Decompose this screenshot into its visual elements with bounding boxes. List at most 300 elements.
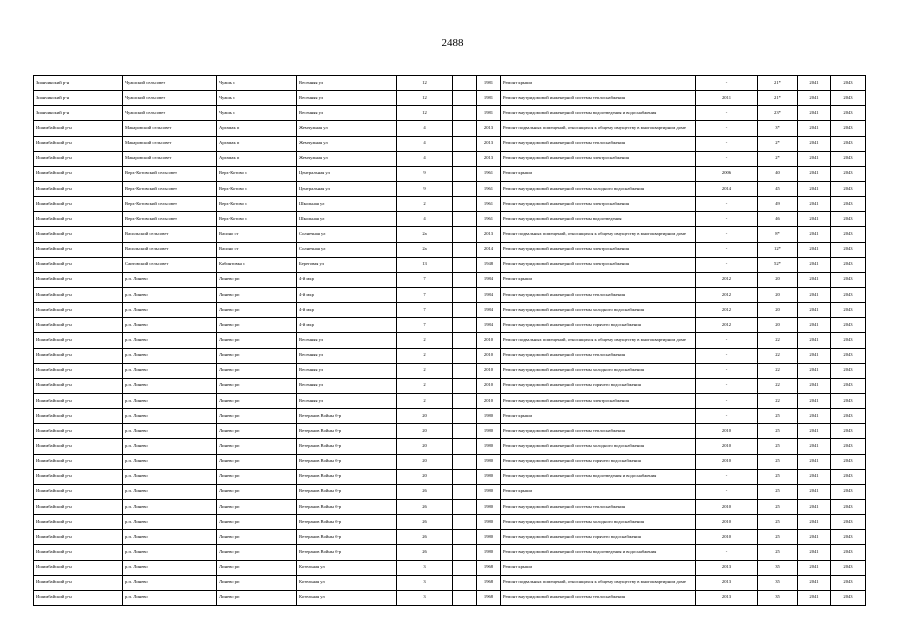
- cell-house: 2: [397, 378, 453, 393]
- cell-house: 7: [397, 303, 453, 318]
- cell-plan-start: 2041: [798, 409, 831, 424]
- cell-settlement: Чуашь с: [217, 91, 297, 106]
- cell-house: 2: [397, 393, 453, 408]
- table-row: [34, 121, 866, 136]
- cell-work-type: Ремонт крыши: [501, 76, 696, 91]
- cell-district: Ишимбайский р-н: [34, 484, 123, 499]
- cell-building: [453, 590, 477, 605]
- cell-municipality: р.п. Линево: [123, 393, 217, 408]
- cell-municipality: Верх-Котовский сельсовет: [123, 212, 217, 227]
- cell-settlement: Васино ст: [217, 242, 297, 257]
- cell-settlement: Аргамак п: [217, 136, 297, 151]
- cell-built-year: 2010: [477, 378, 501, 393]
- cell-district: Ишимбайский р-н: [34, 272, 123, 287]
- cell-built-year: 1968: [477, 575, 501, 590]
- cell-house: 4: [397, 136, 453, 151]
- cell-work-type: Ремонт внутридомовой инженерной системы теплоснабжения: [501, 590, 696, 605]
- cell-municipality: Макаровский сельсовет: [123, 121, 217, 136]
- cell-street: Школьная ул: [297, 197, 397, 212]
- cell-settlement: Линево рп: [217, 393, 297, 408]
- cell-building: [453, 333, 477, 348]
- cell-house: 2: [397, 197, 453, 212]
- cell-street: Котельная ул: [297, 560, 397, 575]
- cell-work-type: Ремонт внутридомовой инженерной системы холодного водоснабжения: [501, 303, 696, 318]
- cell-wear: 23*: [758, 106, 798, 121]
- cell-house: 12: [397, 106, 453, 121]
- cell-last-repair-year: -: [696, 76, 758, 91]
- table-row: [34, 363, 866, 378]
- cell-plan-start: 2041: [798, 303, 831, 318]
- cell-municipality: р.п. Линево: [123, 409, 217, 424]
- cell-settlement: Васино ст: [217, 227, 297, 242]
- cell-wear: 20: [758, 272, 798, 287]
- table-row: [34, 590, 866, 605]
- cell-street: Весенняя ул: [297, 76, 397, 91]
- cell-municipality: Верх-Котовский сельсовет: [123, 166, 217, 181]
- cell-plan-end: 2043: [831, 378, 866, 393]
- table-row: [34, 212, 866, 227]
- cell-plan-start: 2041: [798, 212, 831, 227]
- cell-work-type: Ремонт внутридомовой инженерной системы электроснабжения: [501, 242, 696, 257]
- cell-plan-start: 2041: [798, 469, 831, 484]
- cell-plan-end: 2043: [831, 363, 866, 378]
- cell-street: 4-й мкр: [297, 287, 397, 302]
- cell-settlement: Аргамак п: [217, 151, 297, 166]
- cell-building: [453, 242, 477, 257]
- cell-building: [453, 515, 477, 530]
- cell-plan-end: 2043: [831, 121, 866, 136]
- cell-settlement: Линево рп: [217, 287, 297, 302]
- cell-last-repair-year: -: [696, 409, 758, 424]
- cell-district: Ишимбайский р-н: [34, 560, 123, 575]
- cell-last-repair-year: -: [696, 242, 758, 257]
- cell-last-repair-year: 2010: [696, 454, 758, 469]
- cell-plan-start: 2041: [798, 136, 831, 151]
- cell-house: 9: [397, 181, 453, 196]
- cell-building: [453, 409, 477, 424]
- cell-wear: 35: [758, 560, 798, 575]
- cell-built-year: 1980: [477, 545, 501, 560]
- cell-last-repair-year: -: [696, 227, 758, 242]
- cell-built-year: 1981: [477, 91, 501, 106]
- cell-district: Зианчинский р-н: [34, 106, 123, 121]
- cell-built-year: 1980: [477, 469, 501, 484]
- cell-work-type: Ремонт внутридомовой инженерной системы горячего водоснабжения: [501, 378, 696, 393]
- cell-plan-start: 2041: [798, 197, 831, 212]
- cell-plan-end: 2043: [831, 212, 866, 227]
- cell-district: Зианчинский р-н: [34, 91, 123, 106]
- cell-work-type: Ремонт внутридомовой инженерной системы холодного водоснабжения: [501, 439, 696, 454]
- cell-settlement: Линево рп: [217, 439, 297, 454]
- cell-district: Ишимбайский р-н: [34, 348, 123, 363]
- cell-building: [453, 575, 477, 590]
- cell-last-repair-year: -: [696, 363, 758, 378]
- cell-wear: 35: [758, 575, 798, 590]
- cell-settlement: Линево рп: [217, 424, 297, 439]
- cell-municipality: р.п. Линево: [123, 303, 217, 318]
- cell-plan-end: 2043: [831, 181, 866, 196]
- cell-building: [453, 363, 477, 378]
- cell-settlement: Линево рп: [217, 318, 297, 333]
- cell-wear: 25: [758, 469, 798, 484]
- cell-plan-end: 2043: [831, 303, 866, 318]
- cell-work-type: Ремонт внутридомовой инженерной системы холодного водоснабжения: [501, 363, 696, 378]
- cell-plan-start: 2041: [798, 272, 831, 287]
- cell-built-year: 2013: [477, 121, 501, 136]
- cell-district: Ишимбайский р-н: [34, 181, 123, 196]
- cell-plan-start: 2041: [798, 393, 831, 408]
- cell-street: Солнечная ул: [297, 227, 397, 242]
- cell-building: [453, 393, 477, 408]
- cell-street: Береговая ул: [297, 257, 397, 272]
- cell-street: Ветеранов Войны б-р: [297, 515, 397, 530]
- cell-plan-start: 2041: [798, 378, 831, 393]
- cell-built-year: 1980: [477, 515, 501, 530]
- cell-last-repair-year: -: [696, 106, 758, 121]
- cell-plan-end: 2043: [831, 197, 866, 212]
- cell-district: Зианчинский р-н: [34, 76, 123, 91]
- cell-house: 2: [397, 348, 453, 363]
- cell-house: 4: [397, 121, 453, 136]
- cell-work-type: Ремонт подвальных помещений, относящихся к общему имуществу в многоквартирном доме: [501, 575, 696, 590]
- cell-district: Ишимбайский р-н: [34, 212, 123, 227]
- cell-street: Ветеранов Войны б-р: [297, 409, 397, 424]
- cell-built-year: 1968: [477, 590, 501, 605]
- cell-street: Весенняя ул: [297, 106, 397, 121]
- table-row: [34, 197, 866, 212]
- cell-wear: 25: [758, 424, 798, 439]
- cell-district: Ишимбайский р-н: [34, 469, 123, 484]
- cell-settlement: Верх-Котово с: [217, 181, 297, 196]
- table-row: [34, 151, 866, 166]
- cell-plan-start: 2041: [798, 348, 831, 363]
- cell-street: 4-й мкр: [297, 272, 397, 287]
- cell-built-year: 1980: [477, 409, 501, 424]
- cell-work-type: Ремонт внутридомовой инженерной системы электроснабжения: [501, 151, 696, 166]
- cell-last-repair-year: 2010: [696, 439, 758, 454]
- cell-house: 20: [397, 409, 453, 424]
- cell-last-repair-year: -: [696, 151, 758, 166]
- cell-wear: 46: [758, 212, 798, 227]
- cell-municipality: р.п. Линево: [123, 515, 217, 530]
- cell-municipality: р.п. Линево: [123, 560, 217, 575]
- cell-last-repair-year: 2010: [696, 424, 758, 439]
- table-row: [34, 272, 866, 287]
- cell-plan-end: 2043: [831, 409, 866, 424]
- cell-district: Ишимбайский р-н: [34, 363, 123, 378]
- table-row: [34, 560, 866, 575]
- cell-last-repair-year: -: [696, 136, 758, 151]
- cell-building: [453, 166, 477, 181]
- cell-street: Котельная ул: [297, 590, 397, 605]
- cell-municipality: р.п. Линево: [123, 333, 217, 348]
- cell-plan-start: 2041: [798, 545, 831, 560]
- cell-settlement: Линево рп: [217, 545, 297, 560]
- cell-house: 26: [397, 484, 453, 499]
- cell-building: [453, 499, 477, 514]
- table-row: [34, 242, 866, 257]
- cell-plan-end: 2043: [831, 545, 866, 560]
- cell-plan-end: 2043: [831, 560, 866, 575]
- cell-built-year: 1961: [477, 212, 501, 227]
- cell-work-type: Ремонт подвальных помещений, относящихся к общему имуществу в многоквартирном доме: [501, 227, 696, 242]
- cell-house: 26: [397, 545, 453, 560]
- cell-last-repair-year: 2013: [696, 560, 758, 575]
- cell-wear: 35: [758, 590, 798, 605]
- cell-municipality: Макаровский сельсовет: [123, 151, 217, 166]
- cell-plan-start: 2041: [798, 166, 831, 181]
- cell-wear: 22: [758, 348, 798, 363]
- cell-work-type: Ремонт подвальных помещений, относящихся к общему имуществу в многоквартирном доме: [501, 121, 696, 136]
- cell-house: 2: [397, 363, 453, 378]
- cell-plan-start: 2041: [798, 257, 831, 272]
- cell-work-type: Ремонт крыши: [501, 272, 696, 287]
- cell-building: [453, 545, 477, 560]
- table-row: [34, 545, 866, 560]
- table-row: [34, 439, 866, 454]
- table-row: [34, 257, 866, 272]
- cell-district: Ишимбайский р-н: [34, 409, 123, 424]
- cell-plan-start: 2041: [798, 242, 831, 257]
- cell-work-type: Ремонт внутридомовой инженерной системы водоотведения и водоснабжения: [501, 545, 696, 560]
- cell-street: Весенняя ул: [297, 91, 397, 106]
- cell-last-repair-year: -: [696, 257, 758, 272]
- cell-built-year: 1981: [477, 106, 501, 121]
- cell-street: Жемчужная ул: [297, 121, 397, 136]
- cell-wear: 25: [758, 439, 798, 454]
- cell-plan-start: 2041: [798, 227, 831, 242]
- cell-built-year: 1984: [477, 272, 501, 287]
- cell-last-repair-year: 2011: [696, 91, 758, 106]
- cell-last-repair-year: -: [696, 378, 758, 393]
- cell-house: 3: [397, 575, 453, 590]
- cell-district: Ишимбайский р-н: [34, 545, 123, 560]
- cell-street: Весенняя ул: [297, 333, 397, 348]
- cell-street: Ветеранов Войны б-р: [297, 439, 397, 454]
- cell-district: Ишимбайский р-н: [34, 166, 123, 181]
- cell-last-repair-year: -: [696, 469, 758, 484]
- table-row: [34, 166, 866, 181]
- cell-municipality: р.п. Линево: [123, 318, 217, 333]
- cell-district: Ишимбайский р-н: [34, 333, 123, 348]
- cell-district: Ишимбайский р-н: [34, 393, 123, 408]
- cell-plan-end: 2043: [831, 76, 866, 91]
- cell-plan-end: 2043: [831, 318, 866, 333]
- cell-wear: 25: [758, 545, 798, 560]
- cell-municipality: р.п. Линево: [123, 378, 217, 393]
- cell-building: [453, 121, 477, 136]
- cell-work-type: Ремонт внутридомовой инженерной системы электроснабжения: [501, 257, 696, 272]
- cell-district: Ишимбайский р-н: [34, 590, 123, 605]
- table-row: [34, 106, 866, 121]
- cell-house: 20: [397, 469, 453, 484]
- cell-street: Весенняя ул: [297, 363, 397, 378]
- cell-plan-end: 2043: [831, 439, 866, 454]
- cell-work-type: Ремонт крыши: [501, 166, 696, 181]
- cell-built-year: 1981: [477, 76, 501, 91]
- cell-wear: 20: [758, 303, 798, 318]
- cell-settlement: Чуашь с: [217, 76, 297, 91]
- cell-settlement: Верх-Котово с: [217, 212, 297, 227]
- table-row: [34, 530, 866, 545]
- table-row: [34, 499, 866, 514]
- cell-plan-end: 2043: [831, 469, 866, 484]
- table-row: [34, 76, 866, 91]
- table-row: [34, 227, 866, 242]
- cell-settlement: Линево рп: [217, 333, 297, 348]
- cell-street: Весенняя ул: [297, 378, 397, 393]
- cell-house: 12: [397, 91, 453, 106]
- cell-work-type: Ремонт внутридомовой инженерной системы водоотведения: [501, 212, 696, 227]
- cell-last-repair-year: 2012: [696, 318, 758, 333]
- cell-house: 12: [397, 76, 453, 91]
- cell-wear: 21*: [758, 76, 798, 91]
- cell-plan-end: 2043: [831, 91, 866, 106]
- cell-last-repair-year: 2010: [696, 515, 758, 530]
- cell-house: 20: [397, 439, 453, 454]
- cell-work-type: Ремонт внутридомовой инженерной системы теплоснабжения: [501, 91, 696, 106]
- cell-municipality: р.п. Линево: [123, 469, 217, 484]
- cell-work-type: Ремонт внутридомовой инженерной системы холодного водоснабжения: [501, 515, 696, 530]
- cell-last-repair-year: 2010: [696, 530, 758, 545]
- cell-settlement: Аргамак п: [217, 121, 297, 136]
- cell-house: 4: [397, 212, 453, 227]
- cell-work-type: Ремонт крыши: [501, 409, 696, 424]
- cell-municipality: Чуашский сельсовет: [123, 91, 217, 106]
- cell-district: Ишимбайский р-н: [34, 378, 123, 393]
- capital-repair-table: [33, 75, 866, 606]
- cell-work-type: Ремонт внутридомовой инженерной системы горячего водоснабжения: [501, 318, 696, 333]
- cell-building: [453, 272, 477, 287]
- cell-plan-end: 2043: [831, 393, 866, 408]
- cell-district: Ишимбайский р-н: [34, 227, 123, 242]
- cell-municipality: р.п. Линево: [123, 545, 217, 560]
- cell-built-year: 1948: [477, 257, 501, 272]
- cell-wear: 3*: [758, 121, 798, 136]
- cell-municipality: р.п. Линево: [123, 484, 217, 499]
- cell-plan-end: 2043: [831, 242, 866, 257]
- cell-street: Ветеранов Войны б-р: [297, 469, 397, 484]
- cell-street: Весенняя ул: [297, 393, 397, 408]
- cell-built-year: 1984: [477, 318, 501, 333]
- cell-last-repair-year: 2012: [696, 287, 758, 302]
- cell-wear: 25: [758, 515, 798, 530]
- cell-wear: 49: [758, 197, 798, 212]
- cell-district: Ишимбайский р-н: [34, 454, 123, 469]
- cell-building: [453, 227, 477, 242]
- cell-building: [453, 454, 477, 469]
- cell-work-type: Ремонт подвальных помещений, относящихся к общему имуществу в многоквартирном доме: [501, 333, 696, 348]
- cell-building: [453, 560, 477, 575]
- cell-building: [453, 378, 477, 393]
- cell-plan-start: 2041: [798, 151, 831, 166]
- cell-built-year: 1984: [477, 287, 501, 302]
- cell-settlement: Линево рп: [217, 590, 297, 605]
- cell-wear: 8*: [758, 227, 798, 242]
- cell-built-year: 1980: [477, 439, 501, 454]
- cell-settlement: Линево рп: [217, 560, 297, 575]
- cell-plan-end: 2043: [831, 333, 866, 348]
- cell-settlement: Линево рп: [217, 348, 297, 363]
- cell-municipality: Верх-Котовский сельсовет: [123, 197, 217, 212]
- cell-building: [453, 484, 477, 499]
- cell-built-year: 1980: [477, 454, 501, 469]
- cell-building: [453, 303, 477, 318]
- cell-work-type: Ремонт внутридомовой инженерной системы теплоснабжения: [501, 136, 696, 151]
- cell-street: Солнечная ул: [297, 242, 397, 257]
- cell-work-type: Ремонт внутридомовой инженерной системы горячего водоснабжения: [501, 530, 696, 545]
- cell-house: 7: [397, 287, 453, 302]
- cell-house: 2а: [397, 227, 453, 242]
- table-row: [34, 424, 866, 439]
- cell-plan-end: 2043: [831, 575, 866, 590]
- cell-work-type: Ремонт внутридомовой инженерной системы водоотведения и водоснабжения: [501, 106, 696, 121]
- table-row: [34, 484, 866, 499]
- cell-plan-start: 2041: [798, 333, 831, 348]
- cell-last-repair-year: -: [696, 197, 758, 212]
- cell-building: [453, 76, 477, 91]
- cell-settlement: Линево рп: [217, 303, 297, 318]
- cell-plan-start: 2041: [798, 454, 831, 469]
- cell-street: Ветеранов Войны б-р: [297, 530, 397, 545]
- cell-district: Ишимбайский р-н: [34, 136, 123, 151]
- cell-last-repair-year: 2013: [696, 590, 758, 605]
- table-row: [34, 136, 866, 151]
- cell-wear: 25: [758, 499, 798, 514]
- cell-street: Ветеранов Войны б-р: [297, 545, 397, 560]
- cell-work-type: Ремонт крыши: [501, 484, 696, 499]
- cell-work-type: Ремонт внутридомовой инженерной системы горячего водоснабжения: [501, 454, 696, 469]
- cell-house: 2: [397, 333, 453, 348]
- cell-last-repair-year: -: [696, 545, 758, 560]
- cell-wear: 25: [758, 454, 798, 469]
- table-row: [34, 333, 866, 348]
- cell-municipality: Верх-Котовский сельсовет: [123, 181, 217, 196]
- cell-last-repair-year: 2014: [696, 181, 758, 196]
- cell-settlement: Верх-Котово с: [217, 166, 297, 181]
- cell-wear: 22: [758, 378, 798, 393]
- cell-wear: 22: [758, 393, 798, 408]
- table-row: [34, 409, 866, 424]
- cell-house: 7: [397, 318, 453, 333]
- cell-district: Ишимбайский р-н: [34, 515, 123, 530]
- cell-municipality: р.п. Линево: [123, 590, 217, 605]
- cell-house: 20: [397, 454, 453, 469]
- cell-plan-end: 2043: [831, 227, 866, 242]
- cell-wear: 52*: [758, 257, 798, 272]
- cell-wear: 25: [758, 409, 798, 424]
- cell-street: Центральная ул: [297, 181, 397, 196]
- cell-built-year: 2013: [477, 136, 501, 151]
- cell-house: 20: [397, 424, 453, 439]
- cell-work-type: Ремонт внутридомовой инженерной системы теплоснабжения: [501, 287, 696, 302]
- cell-municipality: р.п. Линево: [123, 454, 217, 469]
- cell-plan-start: 2041: [798, 318, 831, 333]
- cell-built-year: 2014: [477, 242, 501, 257]
- cell-settlement: Верх-Котово с: [217, 197, 297, 212]
- cell-plan-start: 2041: [798, 287, 831, 302]
- cell-municipality: Васильский сельсовет: [123, 227, 217, 242]
- cell-settlement: Линево рп: [217, 484, 297, 499]
- cell-last-repair-year: -: [696, 393, 758, 408]
- cell-plan-start: 2041: [798, 363, 831, 378]
- cell-plan-end: 2043: [831, 257, 866, 272]
- cell-building: [453, 136, 477, 151]
- cell-street: 4-й мкр: [297, 303, 397, 318]
- cell-street: Котельная ул: [297, 575, 397, 590]
- cell-building: [453, 469, 477, 484]
- table-row: [34, 575, 866, 590]
